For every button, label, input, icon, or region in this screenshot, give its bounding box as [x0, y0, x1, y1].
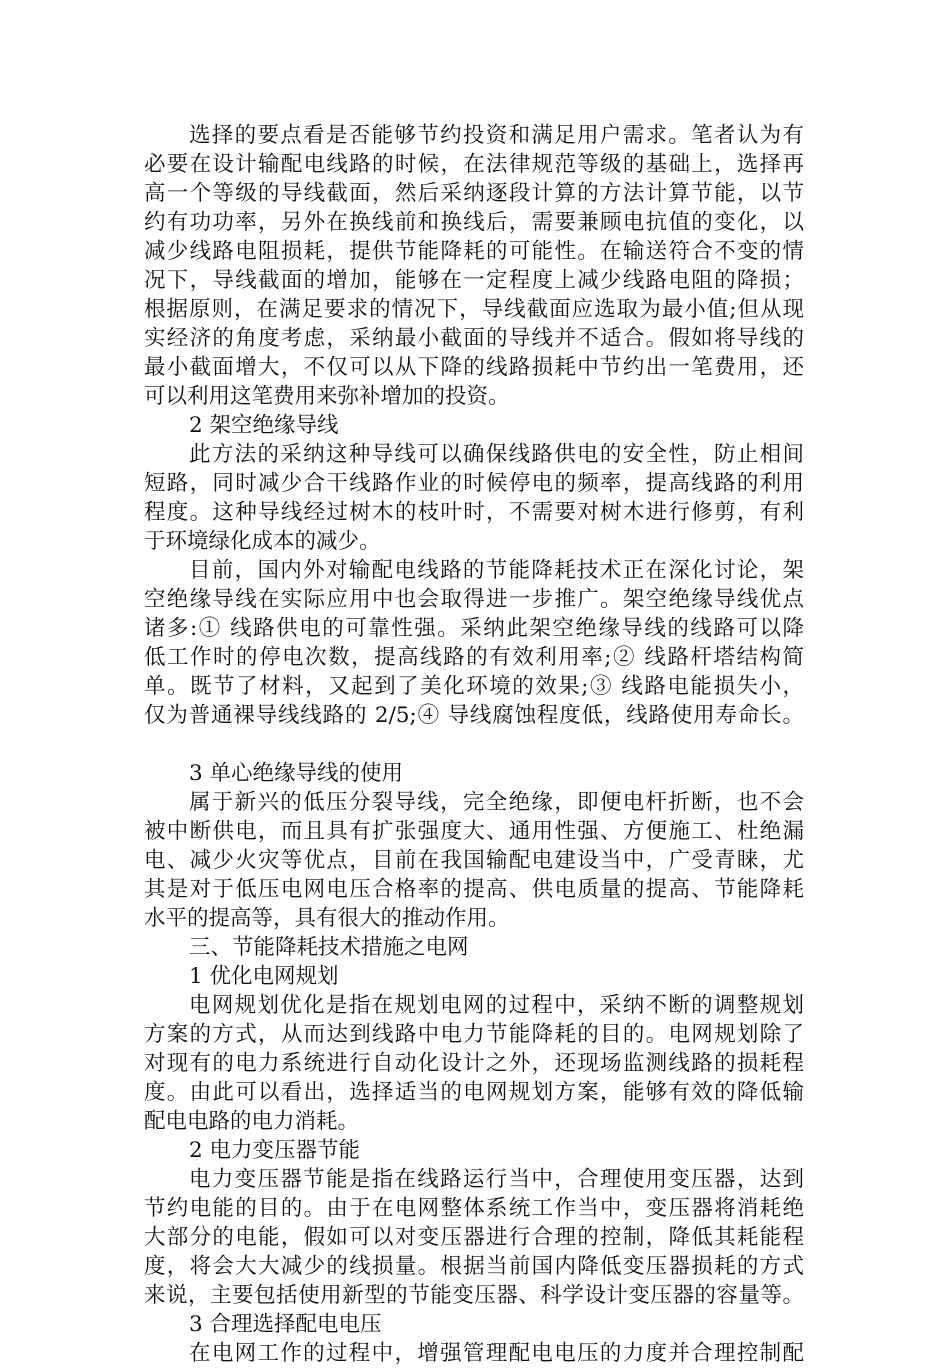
text-line: 况下，导线截面的增加，能够在一定程度上减少线路电阻的降损；	[144, 268, 804, 293]
text-line: 可以利用这笔费用来弥补增加的投资。	[144, 384, 510, 409]
text-line: 节约电能的目的。由于在电网整体系统工作当中，变压器将消耗绝	[144, 1196, 804, 1221]
text-line: 度。由此可以看出，选择适当的电网规划方案，能够有效的降低输	[144, 1080, 804, 1105]
text-line: 必要在设计输配电线路的时候，在法律规范等级的基础上，选择再	[144, 152, 804, 177]
text-line: 根据原则，在满足要求的情况下，导线截面应选取为最小值;但从现	[144, 297, 804, 322]
text-line: 短路，同时减少合干线路作业的时候停电的频率，提高线路的利用	[144, 471, 804, 496]
text-line: 单。既节了材料，又起到了美化环境的效果;③ 线路电能损失小，	[144, 674, 804, 699]
text-line: 被中断供电，而且具有扩张强度大、通用性强、方便施工、杜绝漏	[144, 819, 804, 844]
text-line: 诸多:① 线路供电的可靠性强。采纳此架空绝缘导线的线路可以降	[144, 616, 804, 641]
text-line: 目前，国内外对输配电线路的节能降耗技术正在深化讨论，架	[189, 558, 804, 583]
section-heading: 3 单心绝缘导线的使用	[189, 761, 404, 786]
text-line: 方案的方式，从而达到线路中电力节能降耗的目的。电网规划除了	[144, 1022, 804, 1047]
text-line: 高一个等级的导线截面，然后采纳逐段计算的方法计算节能，以节	[144, 181, 804, 206]
text-line: 大部分的电能，假如可以对变压器进行合理的控制，降低其耗能程	[144, 1225, 804, 1250]
text-line: 实经济的角度考虑，采纳最小截面的导线并不适合。假如将导线的	[144, 326, 804, 351]
text-line: 低工作时的停电次数，提高线路的有效利用率;② 线路杆塔结构简	[144, 645, 804, 670]
subsection-heading: 3 合理选择配电电压	[189, 1312, 382, 1337]
text-line: 程度。这种导线经过树木的枝叶时，不需要对树木进行修剪，有利	[144, 500, 804, 525]
text-line: 来说，主要包括使用新型的节能变压器、科学设计变压器的容量等。	[144, 1283, 804, 1308]
text-line: 电力变压器节能是指在线路运行当中，合理使用变压器，达到	[189, 1167, 804, 1192]
text-line: 电、减少火灾等优点，目前在我国输配电建设当中，广受青睐，尤	[144, 848, 804, 873]
text-line: 选择的要点看是否能够节约投资和满足用户需求。笔者认为有	[189, 123, 804, 148]
text-line: 此方法的采纳这种导线可以确保线路供电的安全性，防止相间	[189, 442, 804, 467]
text-line: 仅为普通裸导线线路的 2/5;④ 导线腐蚀程度低，线路使用寿命长。	[144, 703, 804, 728]
subsection-heading: 2 电力变压器节能	[189, 1138, 361, 1163]
text-line: 在电网工作的过程中，增强管理配电电压的力度并合理控制配	[189, 1341, 804, 1366]
subsection-heading: 1 优化电网规划	[189, 964, 339, 989]
text-line: 空绝缘导线在实际应用中也会取得进一步推广。架空绝缘导线优点	[144, 587, 804, 612]
section-heading: 三、节能降耗技术措施之电网	[189, 935, 469, 960]
text-line: 度，将会大大减少的线损量。根据当前国内降低变压器损耗的方式	[144, 1254, 804, 1279]
text-line: 于环境绿化成本的减少。	[144, 529, 381, 554]
text-line: 其是对于低压电网电压合格率的提高、供电质量的提高、节能降耗	[144, 877, 804, 902]
text-line: 水平的提高等，具有很大的推动作用。	[144, 906, 510, 931]
text-line: 属于新兴的低压分裂导线，完全绝缘，即便电杆折断，也不会	[189, 790, 804, 815]
text-line: 约有功功率，另外在换线前和换线后，需要兼顾电抗值的变化，以	[144, 210, 804, 235]
text-line: 最小截面增大，不仅可以从下降的线路损耗中节约出一笔费用，还	[144, 355, 804, 380]
text-line: 电网规划优化是指在规划电网的过程中，采纳不断的调整规划	[189, 993, 804, 1018]
text-line: 对现有的电力系统进行自动化设计之外，还现场监测线路的损耗程	[144, 1051, 804, 1076]
text-line: 配电电路的电力消耗。	[144, 1109, 360, 1134]
text-line: 减少线路电阻损耗，提供节能降耗的可能性。在输送符合不变的情	[144, 239, 804, 264]
section-heading: 2 架空绝缘导线	[189, 413, 339, 438]
